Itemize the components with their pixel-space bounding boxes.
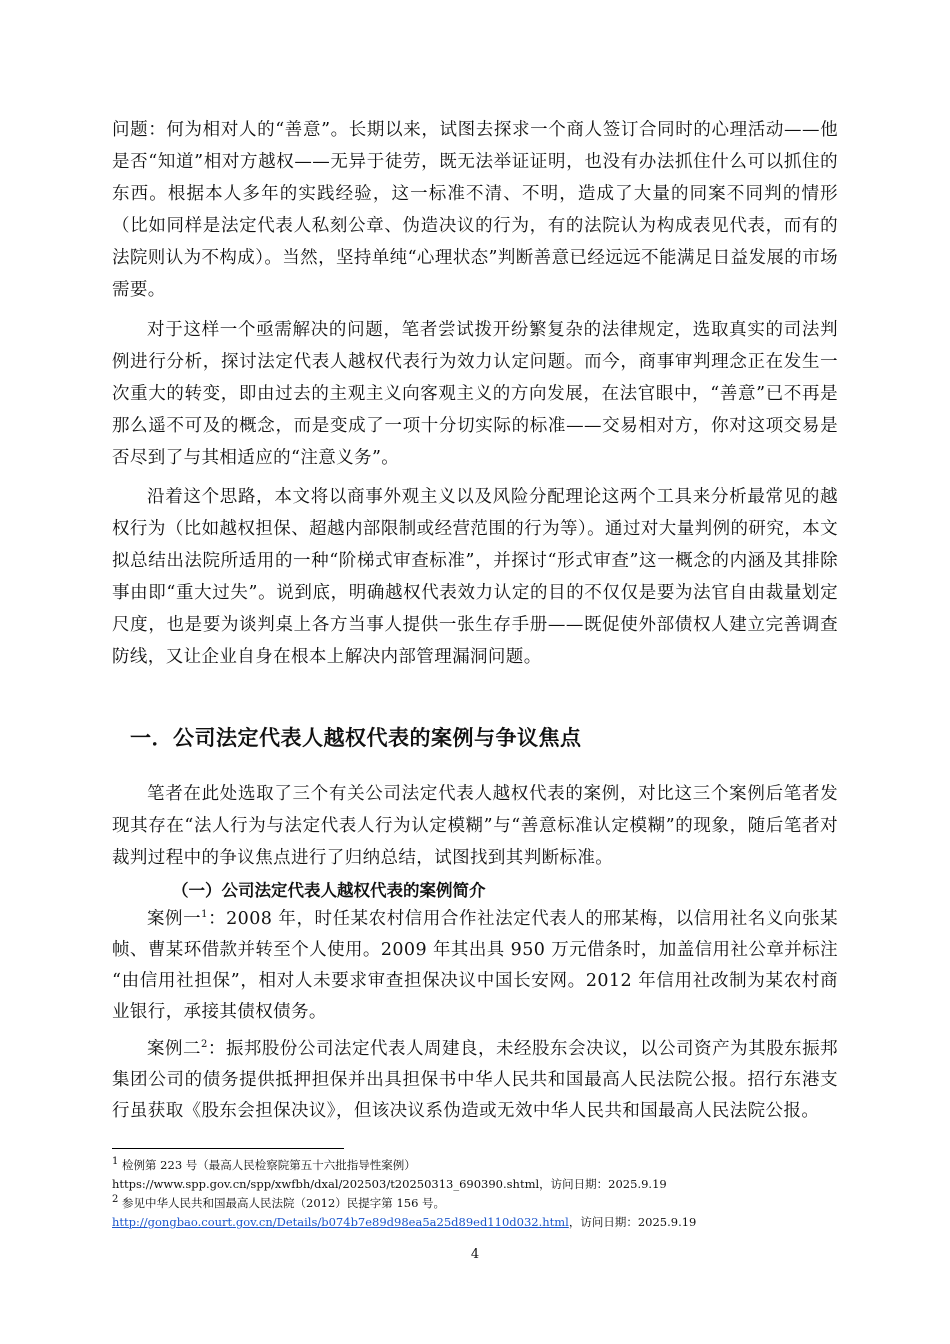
footnote (112, 1194, 852, 1232)
footnote-text: 检例第 223 号（最高人民检察院第五十六批指导性案例） (118, 1158, 416, 1172)
footnote-ref[interactable]: 2 (201, 1039, 208, 1051)
footnote (112, 1156, 852, 1194)
section-heading: 一．公司法定代表人越权代表的案例与争议焦点 (130, 726, 582, 750)
footnote-url: https://www.spp.gov.cn/spp/xwfbh/dxal/202503/t20250313_690390.shtml (112, 1177, 540, 1191)
footnote-suffix: ，访问日期：2025.9.19 (568, 1215, 697, 1229)
case-paragraph (112, 904, 838, 1028)
case-label: 案例一 (147, 909, 202, 929)
subsection-heading: （一）公司法定代表人越权代表的案例简介 (172, 881, 486, 900)
footnote-mark: 1 (112, 1156, 119, 1168)
footnote-divider (112, 1148, 344, 1149)
page-number: 4 (470, 1247, 480, 1262)
body-paragraph: 问题：何为相对人的“善意”。长期以来，试图去探求一个商人签订合同时的心理活动——他是否“知道”相对方越权——无异于徒劳，既无法举证证明，也没有办法抓住什么可以抓住的东西。根据本人多年的实践经验，这一标准不清、不明，造成了大量的同案不同判的情形（比如同样是法定代表人私刻公章、伪造决议的行为，有的法院认为构成表见代表，而有的法院则认为不构成）。当然，坚持单纯“心理状态”判断善意已经远远不能满足日益发展的市场需要。 (112, 120, 838, 300)
case-text: ：2008 年，时任某农村信用合作社法定代表人的邢某梅，以信用社名义向张某帧、曹某环借款并转至个人使用。2009 年其出具 950 万元借条时，加盖信用社公章并标注 “由信用社担保”，相对人未要求审查担保决议中国长安网。2012 年信用社改制为某农村商业银行，承接其债权债务。 (112, 909, 838, 1022)
footnote-mark: 2 (112, 1194, 119, 1206)
case-paragraph (112, 1034, 838, 1127)
footnote-link[interactable]: http://gongbao.court.gov.cn/Details/b074b7e89d98ea5a25d89ed110d032.html (112, 1215, 569, 1229)
body-paragraph: 对于这样一个亟需解决的问题，笔者尝试拨开纷繁复杂的法律规定，选取真实的司法判例进行分析，探讨法定代表人越权代表行为效力认定问题。而今，商事审判理念正在发生一次重大的转变，即由过去的主观主义向客观主义的方向发展，在法官眼中，“善意”已不再是那么遥不可及的概念，而是变成了一项十分切实际的标准——交易相对方，你对这项交易是否尽到了与其相适应的“注意义务”。 (112, 320, 838, 468)
footnote-suffix: ，访问日期：2025.9.19 (539, 1177, 667, 1191)
case-text: ：振邦股份公司法定代表人周建良，未经股东会决议，以公司资产为其股东振邦集团公司的债务提供抵押担保并出具担保书中华人民共和国最高人民法院公报。招行东港支行虽获取《股东会担保决议》，但该决议系伪造或无效中华人民共和国最高人民法院公报。 (112, 1039, 839, 1121)
footnote-text: 参见中华人民共和国最高人民法院（2012）民提字第 156 号。 (118, 1196, 446, 1210)
body-paragraph: 笔者在此处选取了三个有关公司法定代表人越权代表的案例，对比这三个案例后笔者发现其存在“法人行为与法定代表人行为认定模糊”与“善意标准认定模糊”的现象，随后笔者对裁判过程中的争议焦点进行了归纳总结，试图找到其判断标准。 (112, 784, 838, 868)
case-label: 案例二 (147, 1039, 202, 1059)
body-paragraph: 沿着这个思路，本文将以商事外观主义以及风险分配理论这两个工具来分析最常见的越权行为（比如越权担保、超越内部限制或经营范围的行为等）。通过对大量判例的研究，本文拟总结出法院所适用的一种“阶梯式审查标准”，并探讨“形式审查”这一概念的内涵及其排除事由即“重大过失”。说到底，明确越权代表效力认定的目的不仅仅是要为法官自由裁量划定尺度，也是要为谈判桌上各方当事人提供一张生存手册——既促使外部债权人建立完善调查防线，又让企业自身在根本上解决内部管理漏洞问题。 (112, 487, 838, 667)
footnote-ref[interactable]: 1 (201, 909, 208, 921)
